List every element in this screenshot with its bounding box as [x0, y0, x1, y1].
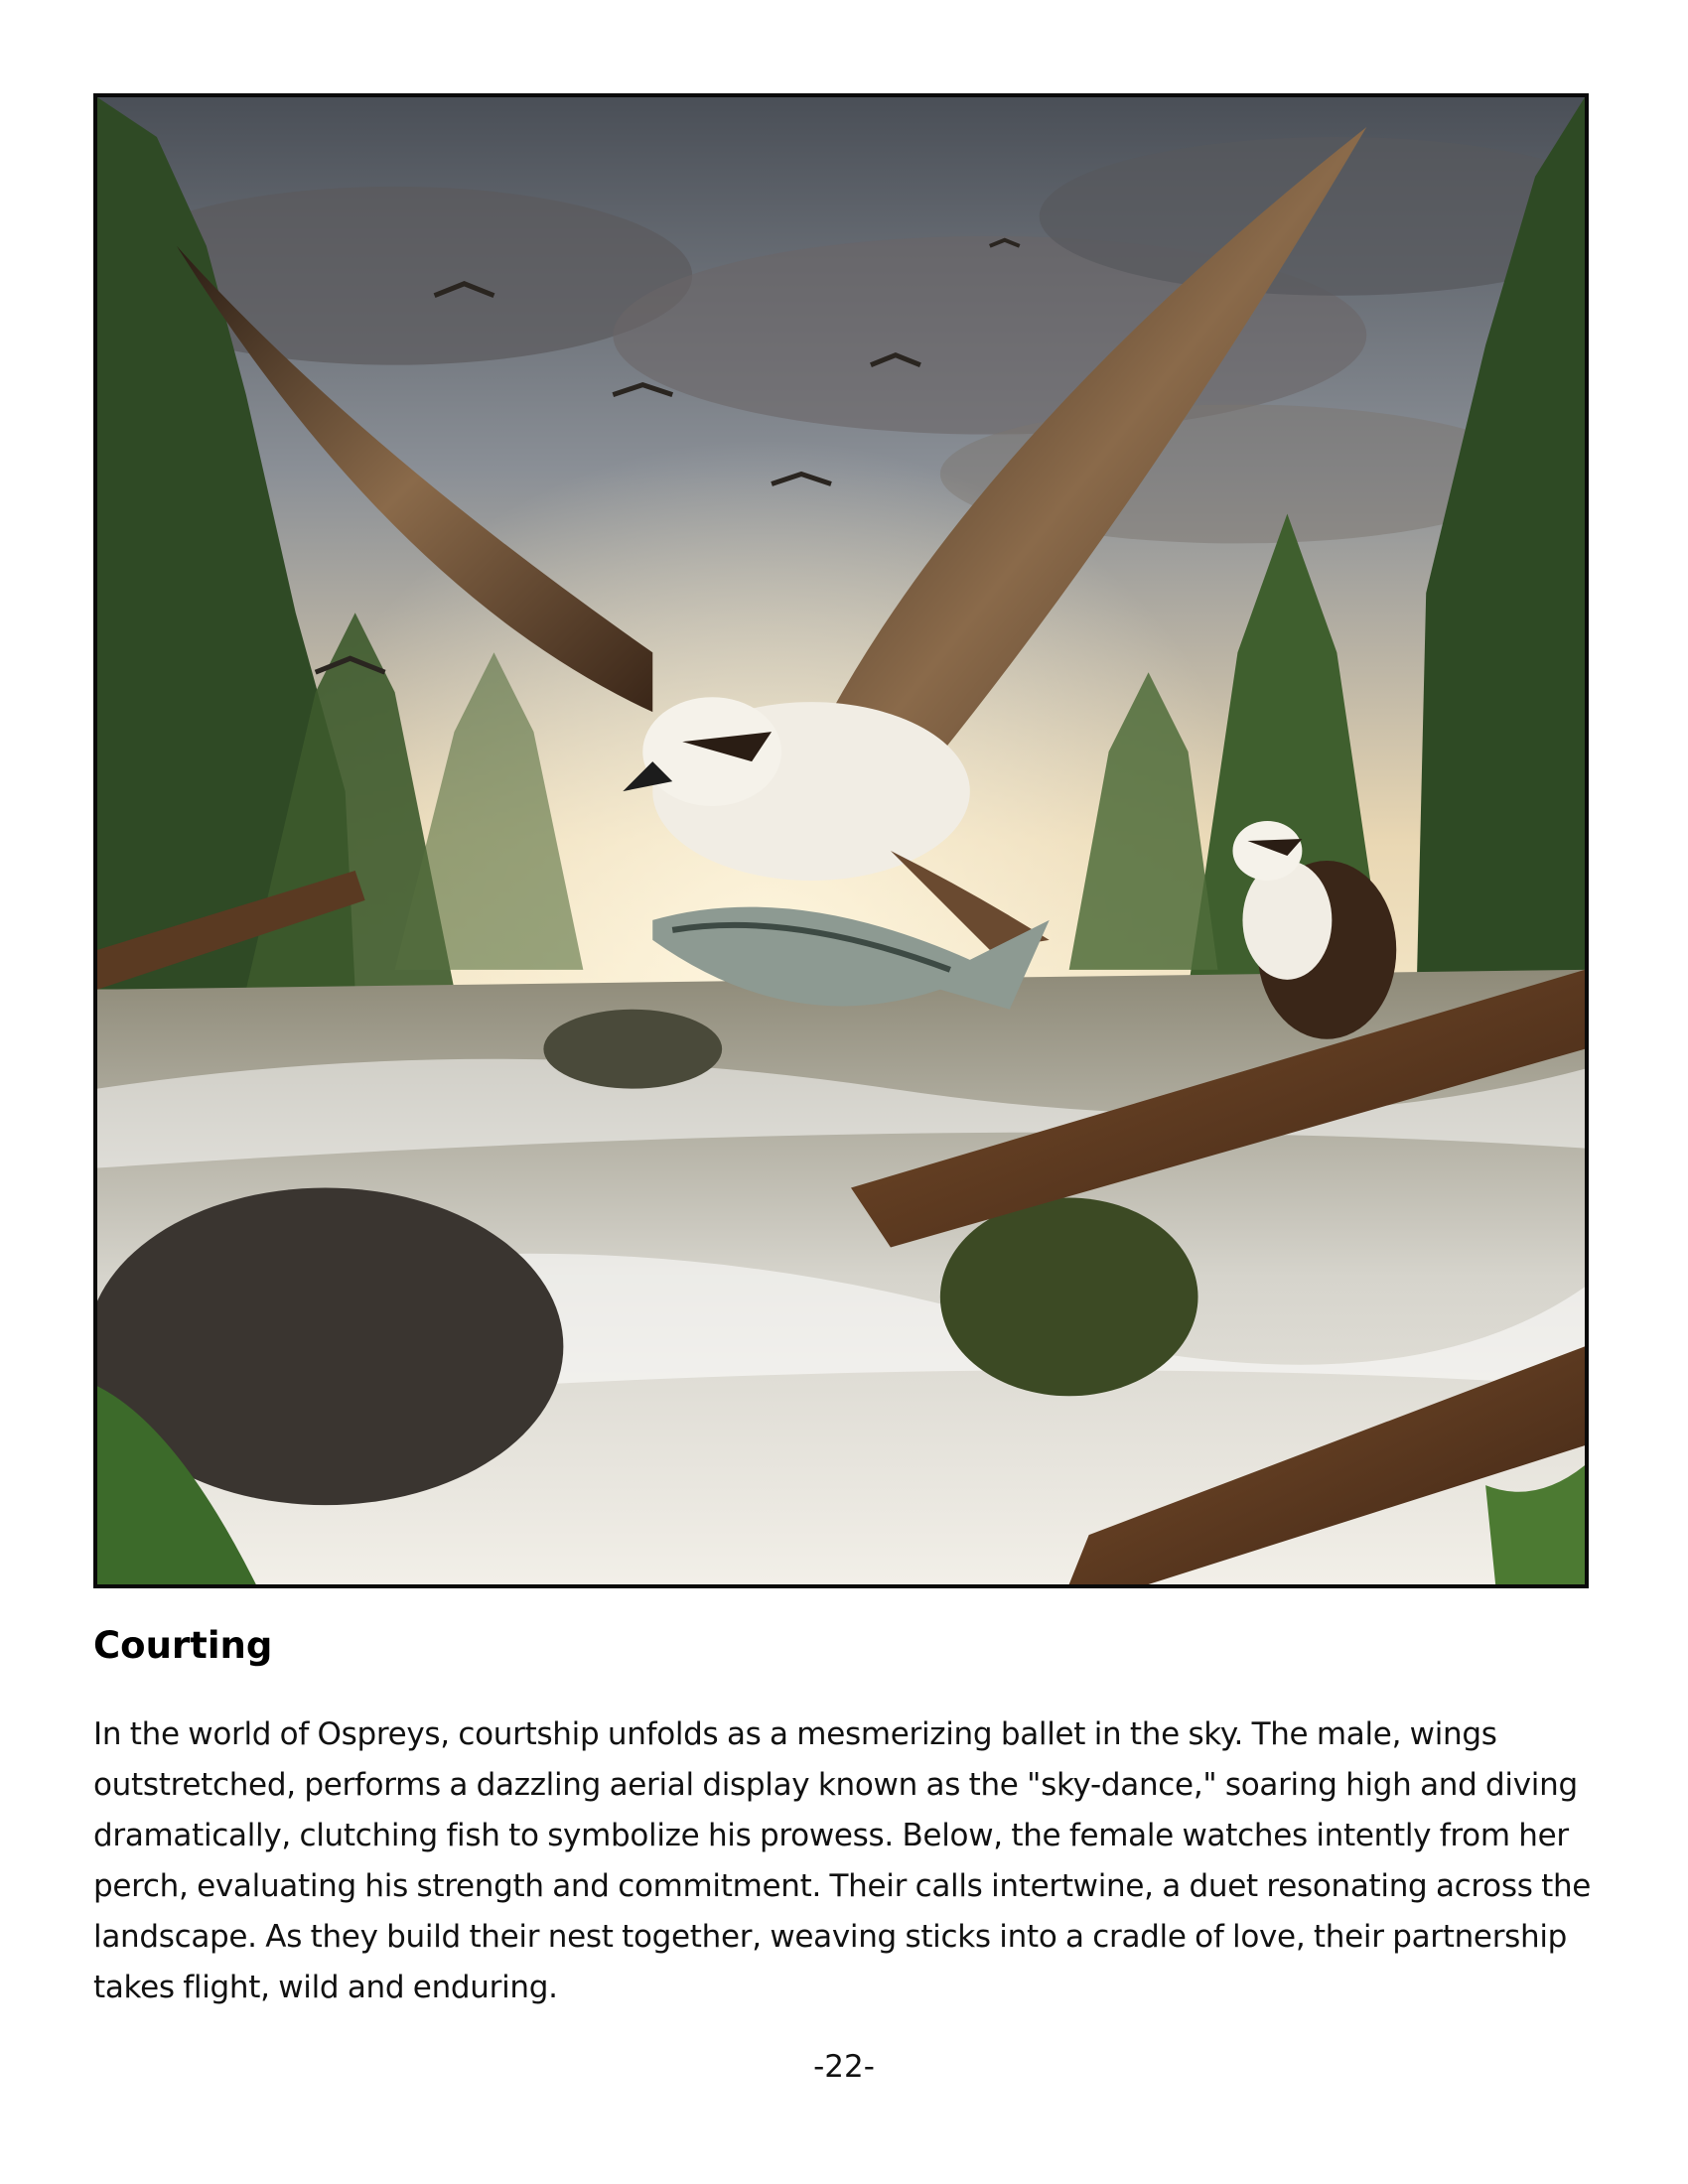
page-number: -22-	[813, 2049, 875, 2085]
osprey-illustration	[93, 93, 1589, 1588]
osprey-scene-image	[97, 97, 1585, 1584]
section-paragraph: In the world of Ospreys, courtship unfolds as a mesmerizing ballet in the sky. The male, wings outstretched, performs a dazzling aerial display known as the "sky-dance," soaring high and diving dramatically, clutching fish to symbolize his prowess. Below, the female watches intently from her perch, evaluating his strength and commitment. Their calls intertwine, a duet resonating across the landscape. As they build their nest together, weaving sticks into a cradle of love, their partnership takes flight, wild and enduring.	[93, 1716, 1592, 2005]
section-heading: Courting	[93, 1624, 273, 1667]
